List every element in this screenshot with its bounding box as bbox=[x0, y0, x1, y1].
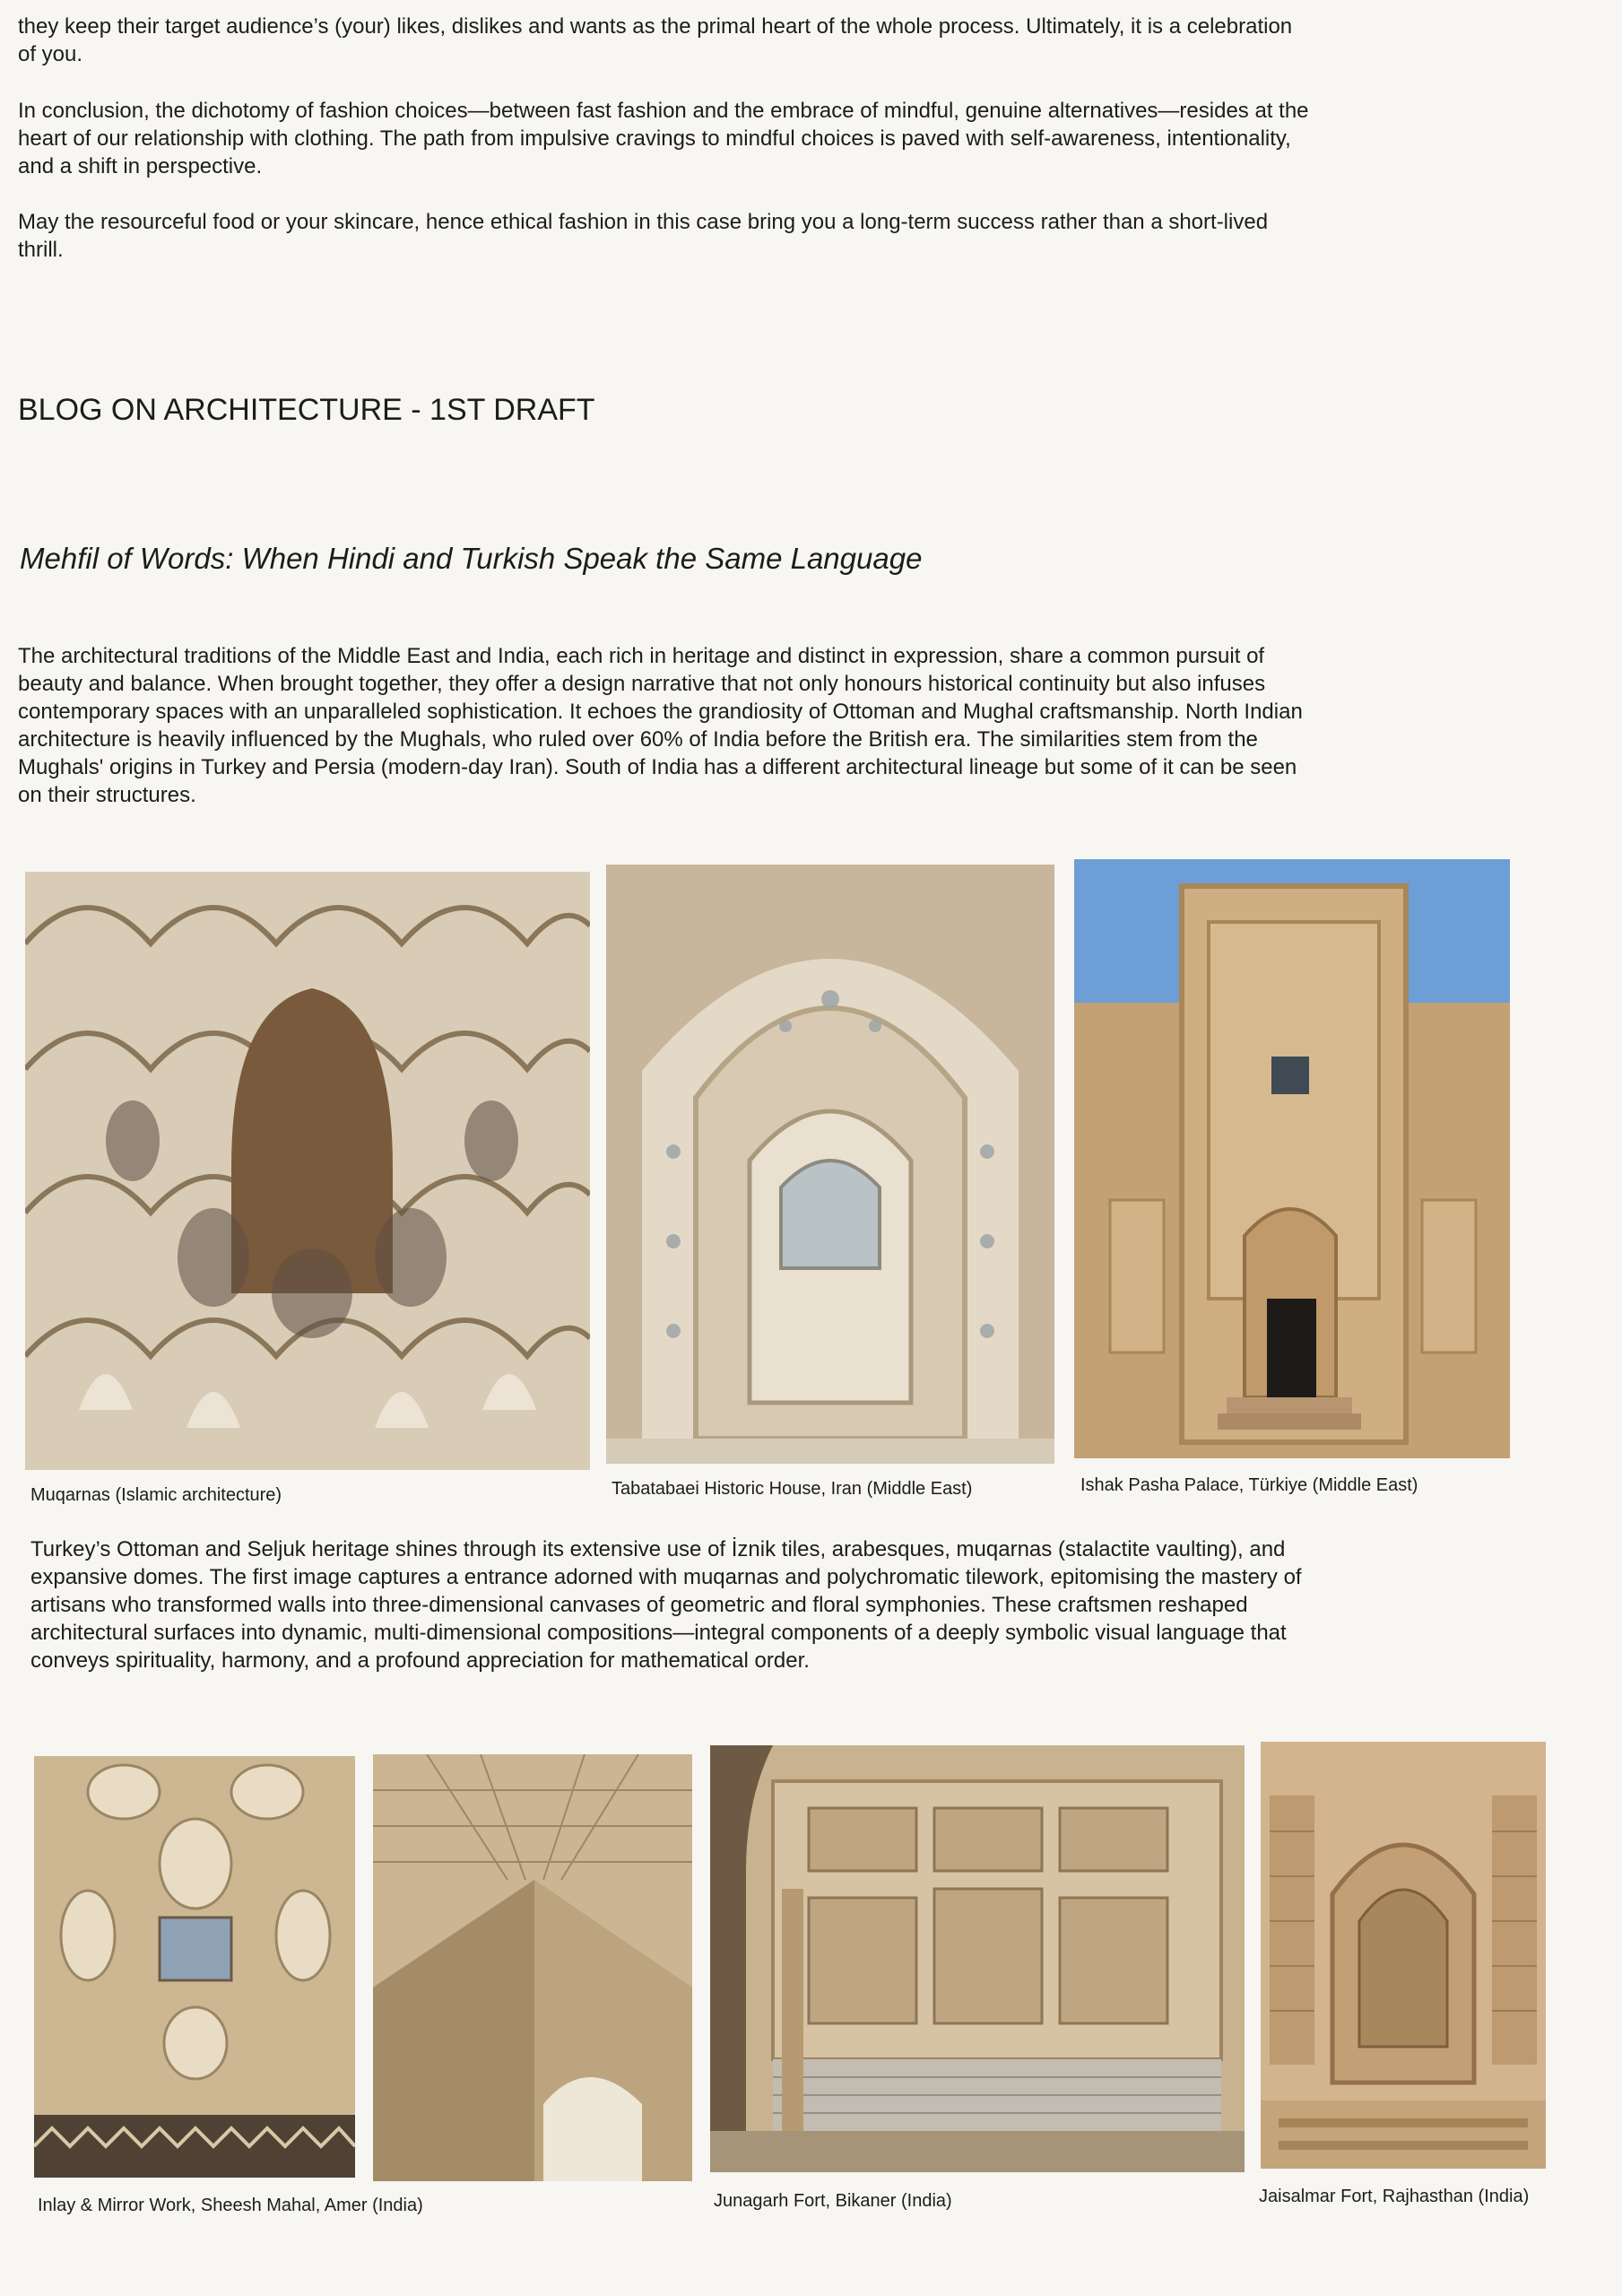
ishak-pasha-palace-photo bbox=[1074, 859, 1510, 1458]
caption-jaisalmer: Jaisalmar Fort, Rajhasthan (India) bbox=[1259, 2187, 1530, 2206]
sheesh-mahal-ceiling-photo bbox=[373, 1754, 692, 2181]
page-heading: BLOG ON ARCHITECTURE - 1ST DRAFT bbox=[18, 393, 595, 427]
article-title: Mehfil of Words: When Hindi and Turkish Speak the Same Language bbox=[20, 542, 923, 575]
caption-junagarh: Junagarh Fort, Bikaner (India) bbox=[714, 2191, 952, 2211]
jaisalmer-fort-photo bbox=[1261, 1742, 1546, 2169]
caption-muqarnas: Muqarnas (Islamic architecture) bbox=[30, 1485, 282, 1505]
muqarnas-photo bbox=[25, 872, 590, 1470]
intro-paragraph-2: In conclusion, the dichotomy of fashion choices—between fast fashion and the embrace of mindful, genuine alternatives—resides at the heart of our relationship with clothing. The path from impulsive cravings to mindful choices is paved with self-awareness, intentionality, and a shift in perspective. bbox=[18, 99, 1309, 178]
intro-paragraph-3: May the resourceful food or your skincare, hence ethical fashion in this case bring you a long-term success rather than a short-lived thrill. bbox=[18, 210, 1269, 262]
caption-ishak-pasha: Ishak Pasha Palace, Türkiye (Middle East) bbox=[1080, 1475, 1418, 1495]
tabatabaei-house-photo bbox=[606, 865, 1054, 1464]
junagarh-fort-photo bbox=[710, 1745, 1245, 2172]
caption-sheesh-mahal: Inlay & Mirror Work, Sheesh Mahal, Amer (India) bbox=[38, 2196, 423, 2215]
caption-tabatabaei: Tabatabaei Historic House, Iran (Middle East) bbox=[612, 1479, 973, 1499]
body-paragraph-1: The architectural traditions of the Middle East and India, each rich in heritage and distinct in expression, share a common pursuit of beauty and balance. When brought together, they offer a design narrative that not only honours historical continuity but also infuses contemporary spaces with an unparalleled sophistication. It echoes the grandiosity of Ottoman and Mughal craftsmanship. North Indian architecture is heavily influenced by the Mughals, who ruled over 60% of India before the British era. The similarities stem from the Mughals' origins in Turkey and Persia (modern-day Iran). South of India has a different architectural lineage but some of it can be seen on their structures. bbox=[18, 644, 1303, 807]
body-paragraph-2: Turkey’s Ottoman and Seljuk heritage shines through its extensive use of İznik tiles, arabesques, muqarnas (stalactite vaulting), and expansive domes. The first image captures a entrance adorned with muqarnas and polychromatic tilework, epitomising the mastery of artisans who transformed walls into three-dimensional canvases of geometric and floral symphonies. These craftsmen reshaped architectural surfaces into dynamic, multi-dimensional compositions—integral components of a deeply symbolic visual language that conveys spirituality, harmony, and a profound appreciation for mathematical order. bbox=[30, 1537, 1302, 1673]
intro-paragraph-1: they keep their target audience’s (your) likes, dislikes and wants as the primal heart of the whole process. Ultimately, it is a celebration of you. bbox=[18, 14, 1293, 66]
body-paragraph-2-clip bbox=[30, 1535, 1322, 1702]
sheesh-mahal-inlay-photo bbox=[34, 1756, 355, 2178]
